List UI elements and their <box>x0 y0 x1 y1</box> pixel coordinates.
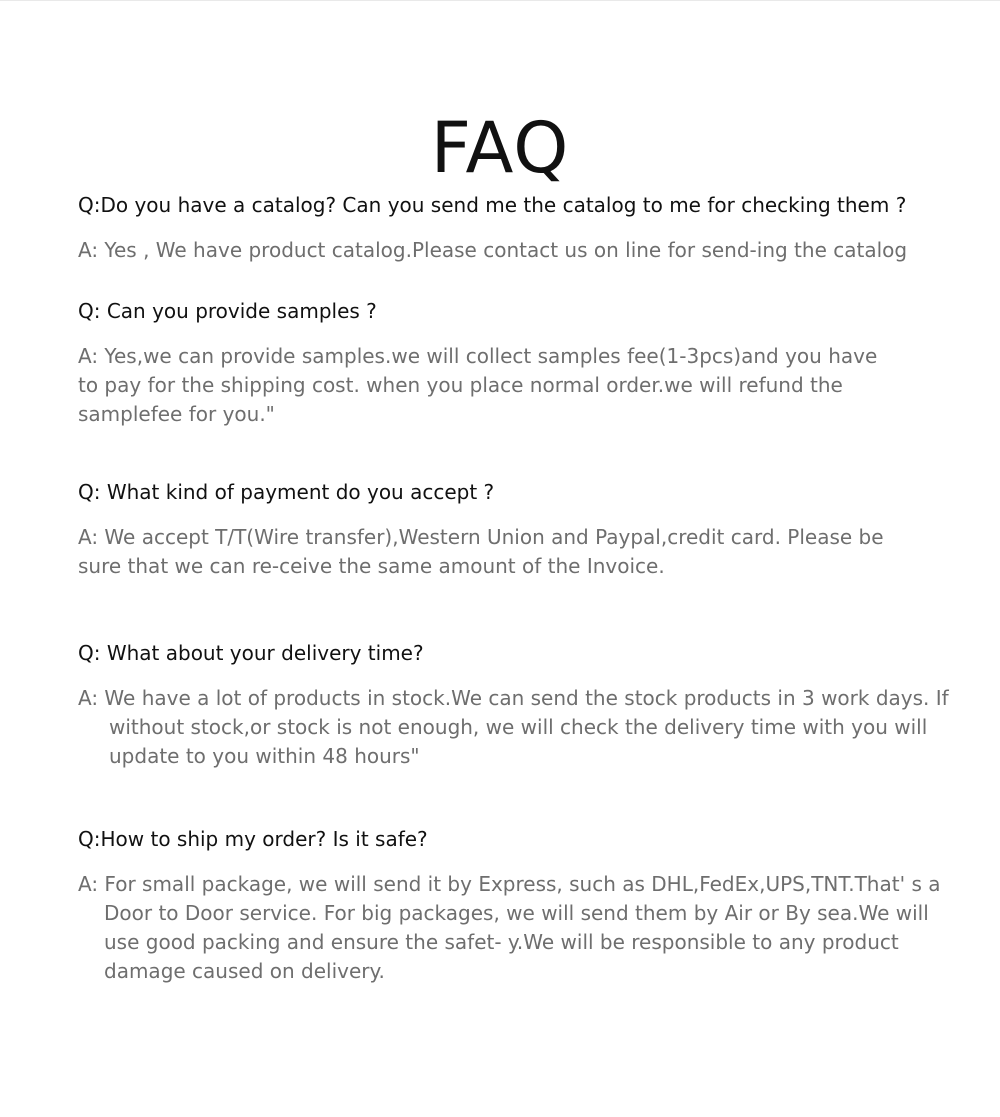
faq-question: Q: Can you provide samples ? <box>78 299 377 323</box>
faq-answer: A: Yes,we can provide samples.we will collect samples fee(1-3pcs)and you have to pay for the shipping cost. when you place normal order.we will refund the samplefee for you." <box>78 344 878 426</box>
faq-item-samples <box>78 297 938 429</box>
page-title: FAQ <box>430 106 570 189</box>
faq-question: Q: What kind of payment do you accept ? <box>78 480 495 504</box>
faq-item-catalog <box>78 191 938 265</box>
faq-question: Q:How to ship my order? Is it safe? <box>78 827 428 851</box>
faq-question: Q: What about your delivery time? <box>78 641 424 665</box>
top-divider <box>0 0 1000 1</box>
faq-answer: A: For small package, we will send it by Express, such as DHL,FedEx,UPS,TNT.That' s a Door to Door service. For big packages, we will send them by Air or By sea.We will use good packing and ensure the safet- y.We will be responsible to any product damage caused on delivery. <box>78 872 941 983</box>
faq-item-payment <box>78 478 938 581</box>
faq-question: Q:Do you have a catalog? Can you send me the catalog to me for checking them ? <box>78 193 907 217</box>
faq-item-delivery <box>78 639 949 771</box>
faq-answer: A: We have a lot of products in stock.We can send the stock products in 3 work days. If without stock,or stock is not enough, we will check the delivery time with you will update to you within 48 hours" <box>78 686 949 768</box>
faq-answer: A: We accept T/T(Wire transfer),Western Union and Paypal,credit card. Please be sure that we can re-ceive the same amount of the Invoice. <box>78 525 884 578</box>
faq-item-shipping <box>78 825 941 986</box>
faq-answer: A: Yes , We have product catalog.Please contact us on line for send-ing the catalog <box>78 238 908 262</box>
